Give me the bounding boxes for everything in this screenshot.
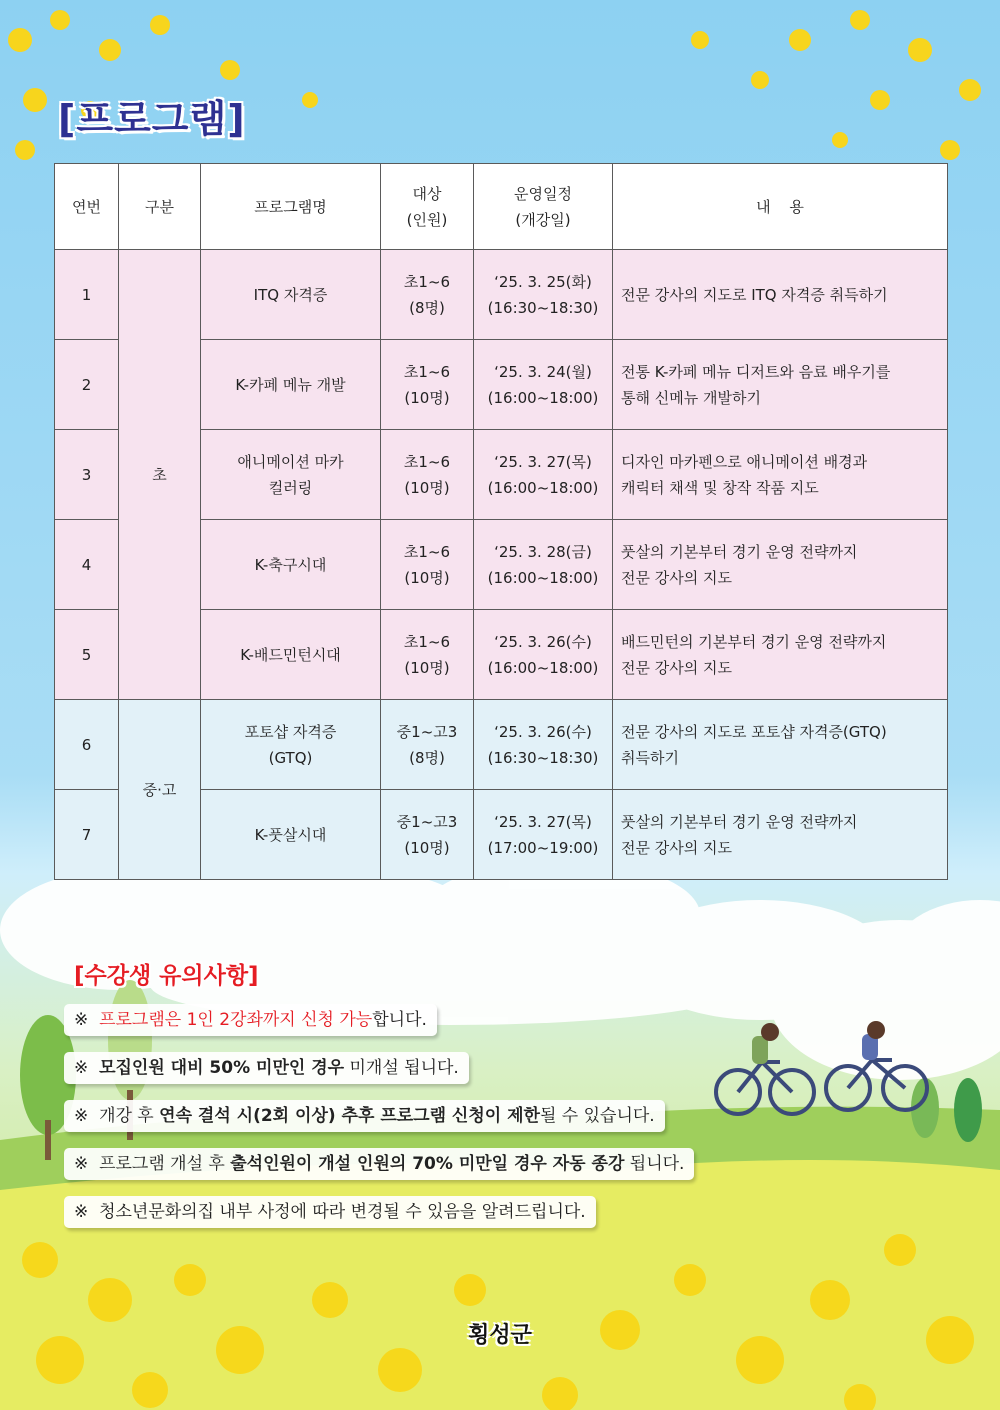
target-cell <box>381 700 474 790</box>
target-line1: 초1~6 <box>403 362 451 381</box>
header-target-line2: (인원) <box>406 210 448 229</box>
target-line2: (10명) <box>404 838 450 857</box>
footer-organization: 횡성군 <box>468 1323 532 1348</box>
content-line2: 전문 강사의 지도 <box>621 568 732 587</box>
page-title: [프로그램] <box>58 97 246 141</box>
content-cell <box>613 790 948 880</box>
reference-mark: ※ <box>74 1106 89 1126</box>
schedule-time: (16:00~18:00) <box>487 388 599 407</box>
table-header-row <box>55 164 948 250</box>
content-line1: 전통 K-카페 메뉴 디저트와 음료 배우기를 <box>621 362 891 381</box>
schedule-time: (16:00~18:00) <box>487 478 599 497</box>
content-line2: 취득하기 <box>621 748 679 767</box>
schedule-date: ‘25. 3. 28(금) <box>494 542 592 561</box>
category-cell: 초 <box>119 250 201 700</box>
header-schedule-line2: (개강일) <box>515 210 571 229</box>
header-content: 내 용 <box>613 164 948 250</box>
row-no: 3 <box>55 430 119 520</box>
target-cell <box>381 430 474 520</box>
content-cell <box>613 520 948 610</box>
notice-highlight: 프로그램은 1인 2강좌까지 신청 가능 <box>99 1010 373 1030</box>
content-line1: 전문 강사의 지도로 포토샵 자격증(GTQ) <box>621 722 887 741</box>
target-line2: (10명) <box>404 388 450 407</box>
program-name-line2: (GTQ) <box>268 748 313 767</box>
content-cell <box>613 430 948 520</box>
row-no: 5 <box>55 610 119 700</box>
target-line1: 초1~6 <box>403 542 451 561</box>
reference-mark: ※ <box>74 1202 89 1222</box>
header-schedule-line1: 운영일정 <box>514 184 572 203</box>
target-cell <box>381 250 474 340</box>
target-line1: 초1~6 <box>403 632 451 651</box>
notice-text: 미개설 됩니다. <box>344 1058 459 1078</box>
notice-item <box>64 1052 469 1084</box>
target-line2: (10명) <box>404 658 450 677</box>
header-no: 연번 <box>55 164 119 250</box>
reference-mark: ※ <box>74 1154 89 1174</box>
program-name-line1: K-카페 메뉴 개발 <box>235 375 346 394</box>
notice-text: 됩니다. <box>624 1154 685 1174</box>
row-no: 6 <box>55 700 119 790</box>
content-cell <box>613 250 948 340</box>
content-cell <box>613 610 948 700</box>
header-schedule <box>474 164 613 250</box>
table-row <box>55 250 948 340</box>
schedule-cell <box>474 790 613 880</box>
schedule-time: (16:30~18:30) <box>487 298 599 317</box>
content-line1: 풋살의 기본부터 경기 운영 전략까지 <box>621 542 858 561</box>
program-name-line1: K-풋살시대 <box>254 825 327 844</box>
schedule-cell <box>474 520 613 610</box>
content-line1: 전문 강사의 지도로 ITQ 자격증 취득하기 <box>621 285 888 304</box>
program-name-line2: 컬러링 <box>268 478 313 497</box>
row-no: 1 <box>55 250 119 340</box>
target-line1: 초1~6 <box>403 452 451 471</box>
schedule-date: ‘25. 3. 25(화) <box>494 272 592 291</box>
notice-item <box>64 1100 665 1132</box>
header-category: 구분 <box>119 164 201 250</box>
target-line1: 중1~고3 <box>396 722 458 741</box>
program-name <box>201 250 381 340</box>
schedule-cell <box>474 250 613 340</box>
cyclists-illustration <box>716 1060 927 1114</box>
content-cell <box>613 700 948 790</box>
schedule-time: (16:30~18:30) <box>487 748 599 767</box>
program-name <box>201 700 381 790</box>
schedule-time: (16:00~18:00) <box>487 568 599 587</box>
target-line2: (8명) <box>409 748 445 767</box>
content-line2: 캐릭터 채색 및 창작 작품 지도 <box>621 478 819 497</box>
notice-bold: 출석인원이 개설 인원의 70% 미만일 경우 자동 종강 <box>230 1154 625 1174</box>
table-row <box>55 700 948 790</box>
schedule-cell <box>474 430 613 520</box>
schedule-date: ‘25. 3. 24(월) <box>494 362 592 381</box>
target-line1: 중1~고3 <box>396 812 458 831</box>
program-name-line1: K-축구시대 <box>254 555 327 574</box>
header-target-line1: 대상 <box>412 184 442 203</box>
content-cell <box>613 340 948 430</box>
header-name: 프로그램명 <box>201 164 381 250</box>
reference-mark: ※ <box>74 1010 89 1030</box>
target-line2: (8명) <box>409 298 445 317</box>
notes-title: [수강생 유의사항] <box>74 963 259 989</box>
notice-bold: 연속 결석 시(2회 이상) 추후 프로그램 신청이 제한 <box>159 1106 540 1126</box>
program-name-line1: 애니메이션 마카 <box>237 452 344 471</box>
reference-mark: ※ <box>74 1058 89 1078</box>
program-name-line1: 포토샵 자격증 <box>244 722 337 741</box>
notice-bold: 모집인원 대비 50% 미만인 경우 <box>99 1058 345 1078</box>
row-no: 2 <box>55 340 119 430</box>
schedule-date: ‘25. 3. 26(수) <box>494 632 592 651</box>
program-name-line1: K-배드민턴시대 <box>240 645 341 664</box>
program-name-line1: ITQ 자격증 <box>253 285 328 304</box>
row-no: 7 <box>55 790 119 880</box>
notice-text: 청소년문화의집 내부 사정에 따라 변경될 수 있음을 알려드립니다. <box>99 1202 586 1222</box>
content-line1: 풋살의 기본부터 경기 운영 전략까지 <box>621 812 858 831</box>
schedule-time: (17:00~19:00) <box>487 838 599 857</box>
content-line1: 배드민턴의 기본부터 경기 운영 전략까지 <box>621 632 887 651</box>
content-line2: 통해 신메뉴 개발하기 <box>621 388 761 407</box>
notice-text: 될 수 있습니다. <box>539 1106 655 1126</box>
target-cell <box>381 790 474 880</box>
target-cell <box>381 610 474 700</box>
schedule-cell <box>474 610 613 700</box>
category-cell: 중·고 <box>119 700 201 880</box>
program-name <box>201 610 381 700</box>
notice-text: 합니다. <box>372 1010 427 1030</box>
schedule-date: ‘25. 3. 27(목) <box>494 452 592 471</box>
program-name <box>201 340 381 430</box>
notice-item <box>64 1004 437 1036</box>
program-name <box>201 430 381 520</box>
schedule-cell <box>474 700 613 790</box>
program-name <box>201 790 381 880</box>
schedule-date: ‘25. 3. 27(목) <box>494 812 592 831</box>
notice-item <box>64 1148 694 1180</box>
target-cell <box>381 520 474 610</box>
row-no: 4 <box>55 520 119 610</box>
program-table <box>54 163 948 880</box>
schedule-date: ‘25. 3. 26(수) <box>494 722 592 741</box>
content-line1: 디자인 마카펜으로 애니메이션 배경과 <box>621 452 868 471</box>
program-name <box>201 520 381 610</box>
notice-text: 프로그램 개설 후 <box>99 1154 231 1174</box>
schedule-cell <box>474 340 613 430</box>
notice-item <box>64 1196 596 1228</box>
target-line2: (10명) <box>404 568 450 587</box>
notice-text: 개강 후 <box>99 1106 160 1126</box>
target-line2: (10명) <box>404 478 450 497</box>
header-target <box>381 164 474 250</box>
target-line1: 초1~6 <box>403 272 451 291</box>
content-line2: 전문 강사의 지도 <box>621 658 732 677</box>
content-line2: 전문 강사의 지도 <box>621 838 732 857</box>
target-cell <box>381 340 474 430</box>
schedule-time: (16:00~18:00) <box>487 658 599 677</box>
